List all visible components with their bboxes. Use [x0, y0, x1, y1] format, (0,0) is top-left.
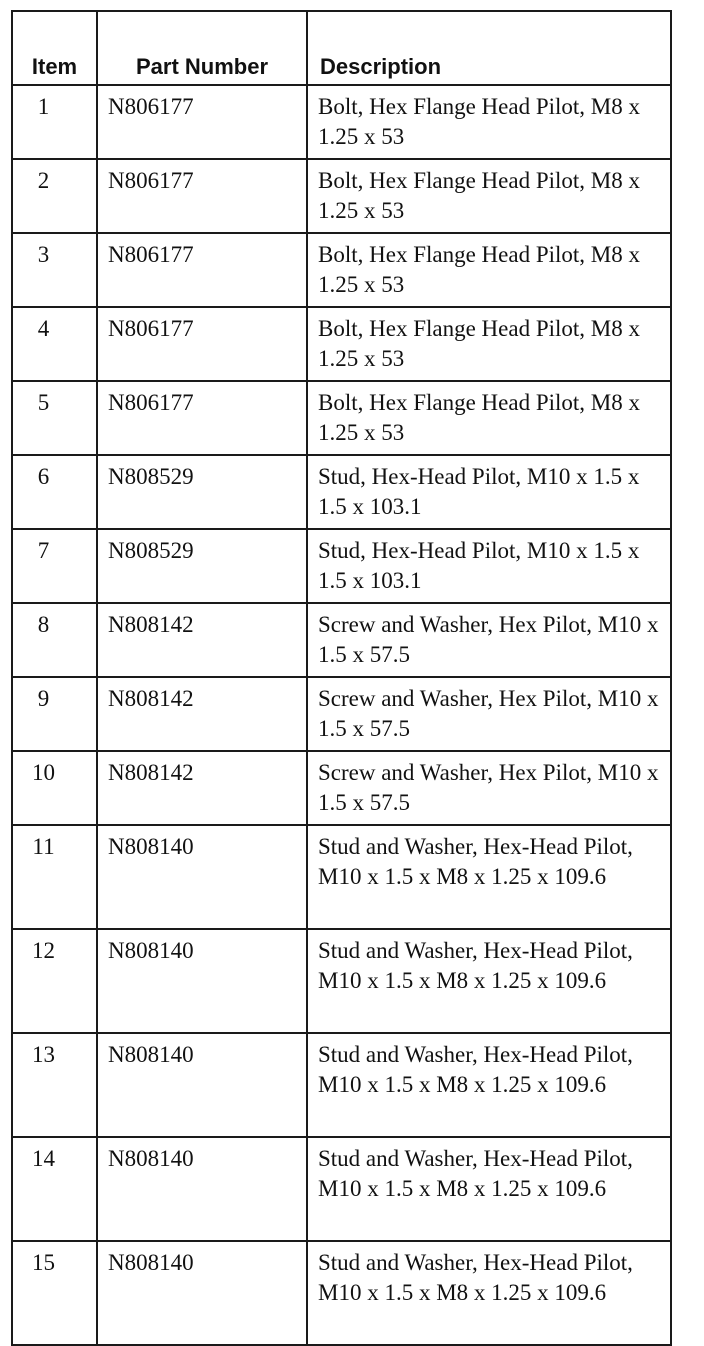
part-number-cell: N808140	[97, 1241, 307, 1345]
item-cell: 5	[12, 381, 97, 455]
part-number-cell: N806177	[97, 381, 307, 455]
table-row	[12, 529, 671, 603]
table-row	[12, 751, 671, 825]
item-cell: 6	[12, 455, 97, 529]
part-number-cell: N808140	[97, 1033, 307, 1137]
part-number-cell: N808529	[97, 455, 307, 529]
item-cell: 15	[12, 1241, 97, 1345]
description-cell: Screw and Washer, Hex Pilot, M10 x 1.5 x 57.5	[307, 751, 671, 825]
item-cell: 7	[12, 529, 97, 603]
part-number-cell: N808142	[97, 751, 307, 825]
item-cell: 2	[12, 159, 97, 233]
item-cell: 3	[12, 233, 97, 307]
part-number-cell: N806177	[97, 159, 307, 233]
header-description: Description	[307, 11, 671, 85]
description-cell: Screw and Washer, Hex Pilot, M10 x 1.5 x 57.5	[307, 603, 671, 677]
description-cell: Stud and Washer, Hex-Head Pilot, M10 x 1.5 x M8 x 1.25 x 109.6	[307, 1137, 671, 1241]
part-number-cell: N806177	[97, 307, 307, 381]
table-row	[12, 307, 671, 381]
item-cell: 9	[12, 677, 97, 751]
part-number-cell: N806177	[97, 85, 307, 159]
part-number-cell: N808142	[97, 677, 307, 751]
item-cell: 13	[12, 1033, 97, 1137]
item-cell: 12	[12, 929, 97, 1033]
table-row	[12, 381, 671, 455]
table-row	[12, 1241, 671, 1345]
table-row	[12, 1137, 671, 1241]
part-number-cell: N806177	[97, 233, 307, 307]
description-cell: Bolt, Hex Flange Head Pilot, M8 x 1.25 x 53	[307, 159, 671, 233]
description-cell: Bolt, Hex Flange Head Pilot, M8 x 1.25 x 53	[307, 381, 671, 455]
description-cell: Stud and Washer, Hex-Head Pilot, M10 x 1.5 x M8 x 1.25 x 109.6	[307, 929, 671, 1033]
description-cell: Stud, Hex-Head Pilot, M10 x 1.5 x 1.5 x 103.1	[307, 529, 671, 603]
table-row	[12, 929, 671, 1033]
table-row	[12, 455, 671, 529]
table-row	[12, 603, 671, 677]
description-cell: Stud and Washer, Hex-Head Pilot, M10 x 1.5 x M8 x 1.25 x 109.6	[307, 825, 671, 929]
description-cell: Stud and Washer, Hex-Head Pilot, M10 x 1.5 x M8 x 1.25 x 109.6	[307, 1241, 671, 1345]
item-cell: 10	[12, 751, 97, 825]
table-row	[12, 233, 671, 307]
table-row	[12, 85, 671, 159]
table-row	[12, 1033, 671, 1137]
item-cell: 11	[12, 825, 97, 929]
description-cell: Bolt, Hex Flange Head Pilot, M8 x 1.25 x 53	[307, 233, 671, 307]
table-row	[12, 825, 671, 929]
header-item: Item	[12, 11, 97, 85]
parts-table	[11, 10, 672, 1346]
item-cell: 14	[12, 1137, 97, 1241]
table-row	[12, 159, 671, 233]
description-cell: Stud and Washer, Hex-Head Pilot, M10 x 1.5 x M8 x 1.25 x 109.6	[307, 1033, 671, 1137]
header-part-number: Part Number	[97, 11, 307, 85]
part-number-cell: N808140	[97, 825, 307, 929]
part-number-cell: N808529	[97, 529, 307, 603]
item-cell: 8	[12, 603, 97, 677]
part-number-cell: N808140	[97, 929, 307, 1033]
description-cell: Stud, Hex-Head Pilot, M10 x 1.5 x 1.5 x 103.1	[307, 455, 671, 529]
item-cell: 1	[12, 85, 97, 159]
description-cell: Bolt, Hex Flange Head Pilot, M8 x 1.25 x 53	[307, 307, 671, 381]
description-cell: Bolt, Hex Flange Head Pilot, M8 x 1.25 x 53	[307, 85, 671, 159]
description-cell: Screw and Washer, Hex Pilot, M10 x 1.5 x 57.5	[307, 677, 671, 751]
header-row	[12, 11, 671, 85]
part-number-cell: N808142	[97, 603, 307, 677]
table-row	[12, 677, 671, 751]
part-number-cell: N808140	[97, 1137, 307, 1241]
item-cell: 4	[12, 307, 97, 381]
